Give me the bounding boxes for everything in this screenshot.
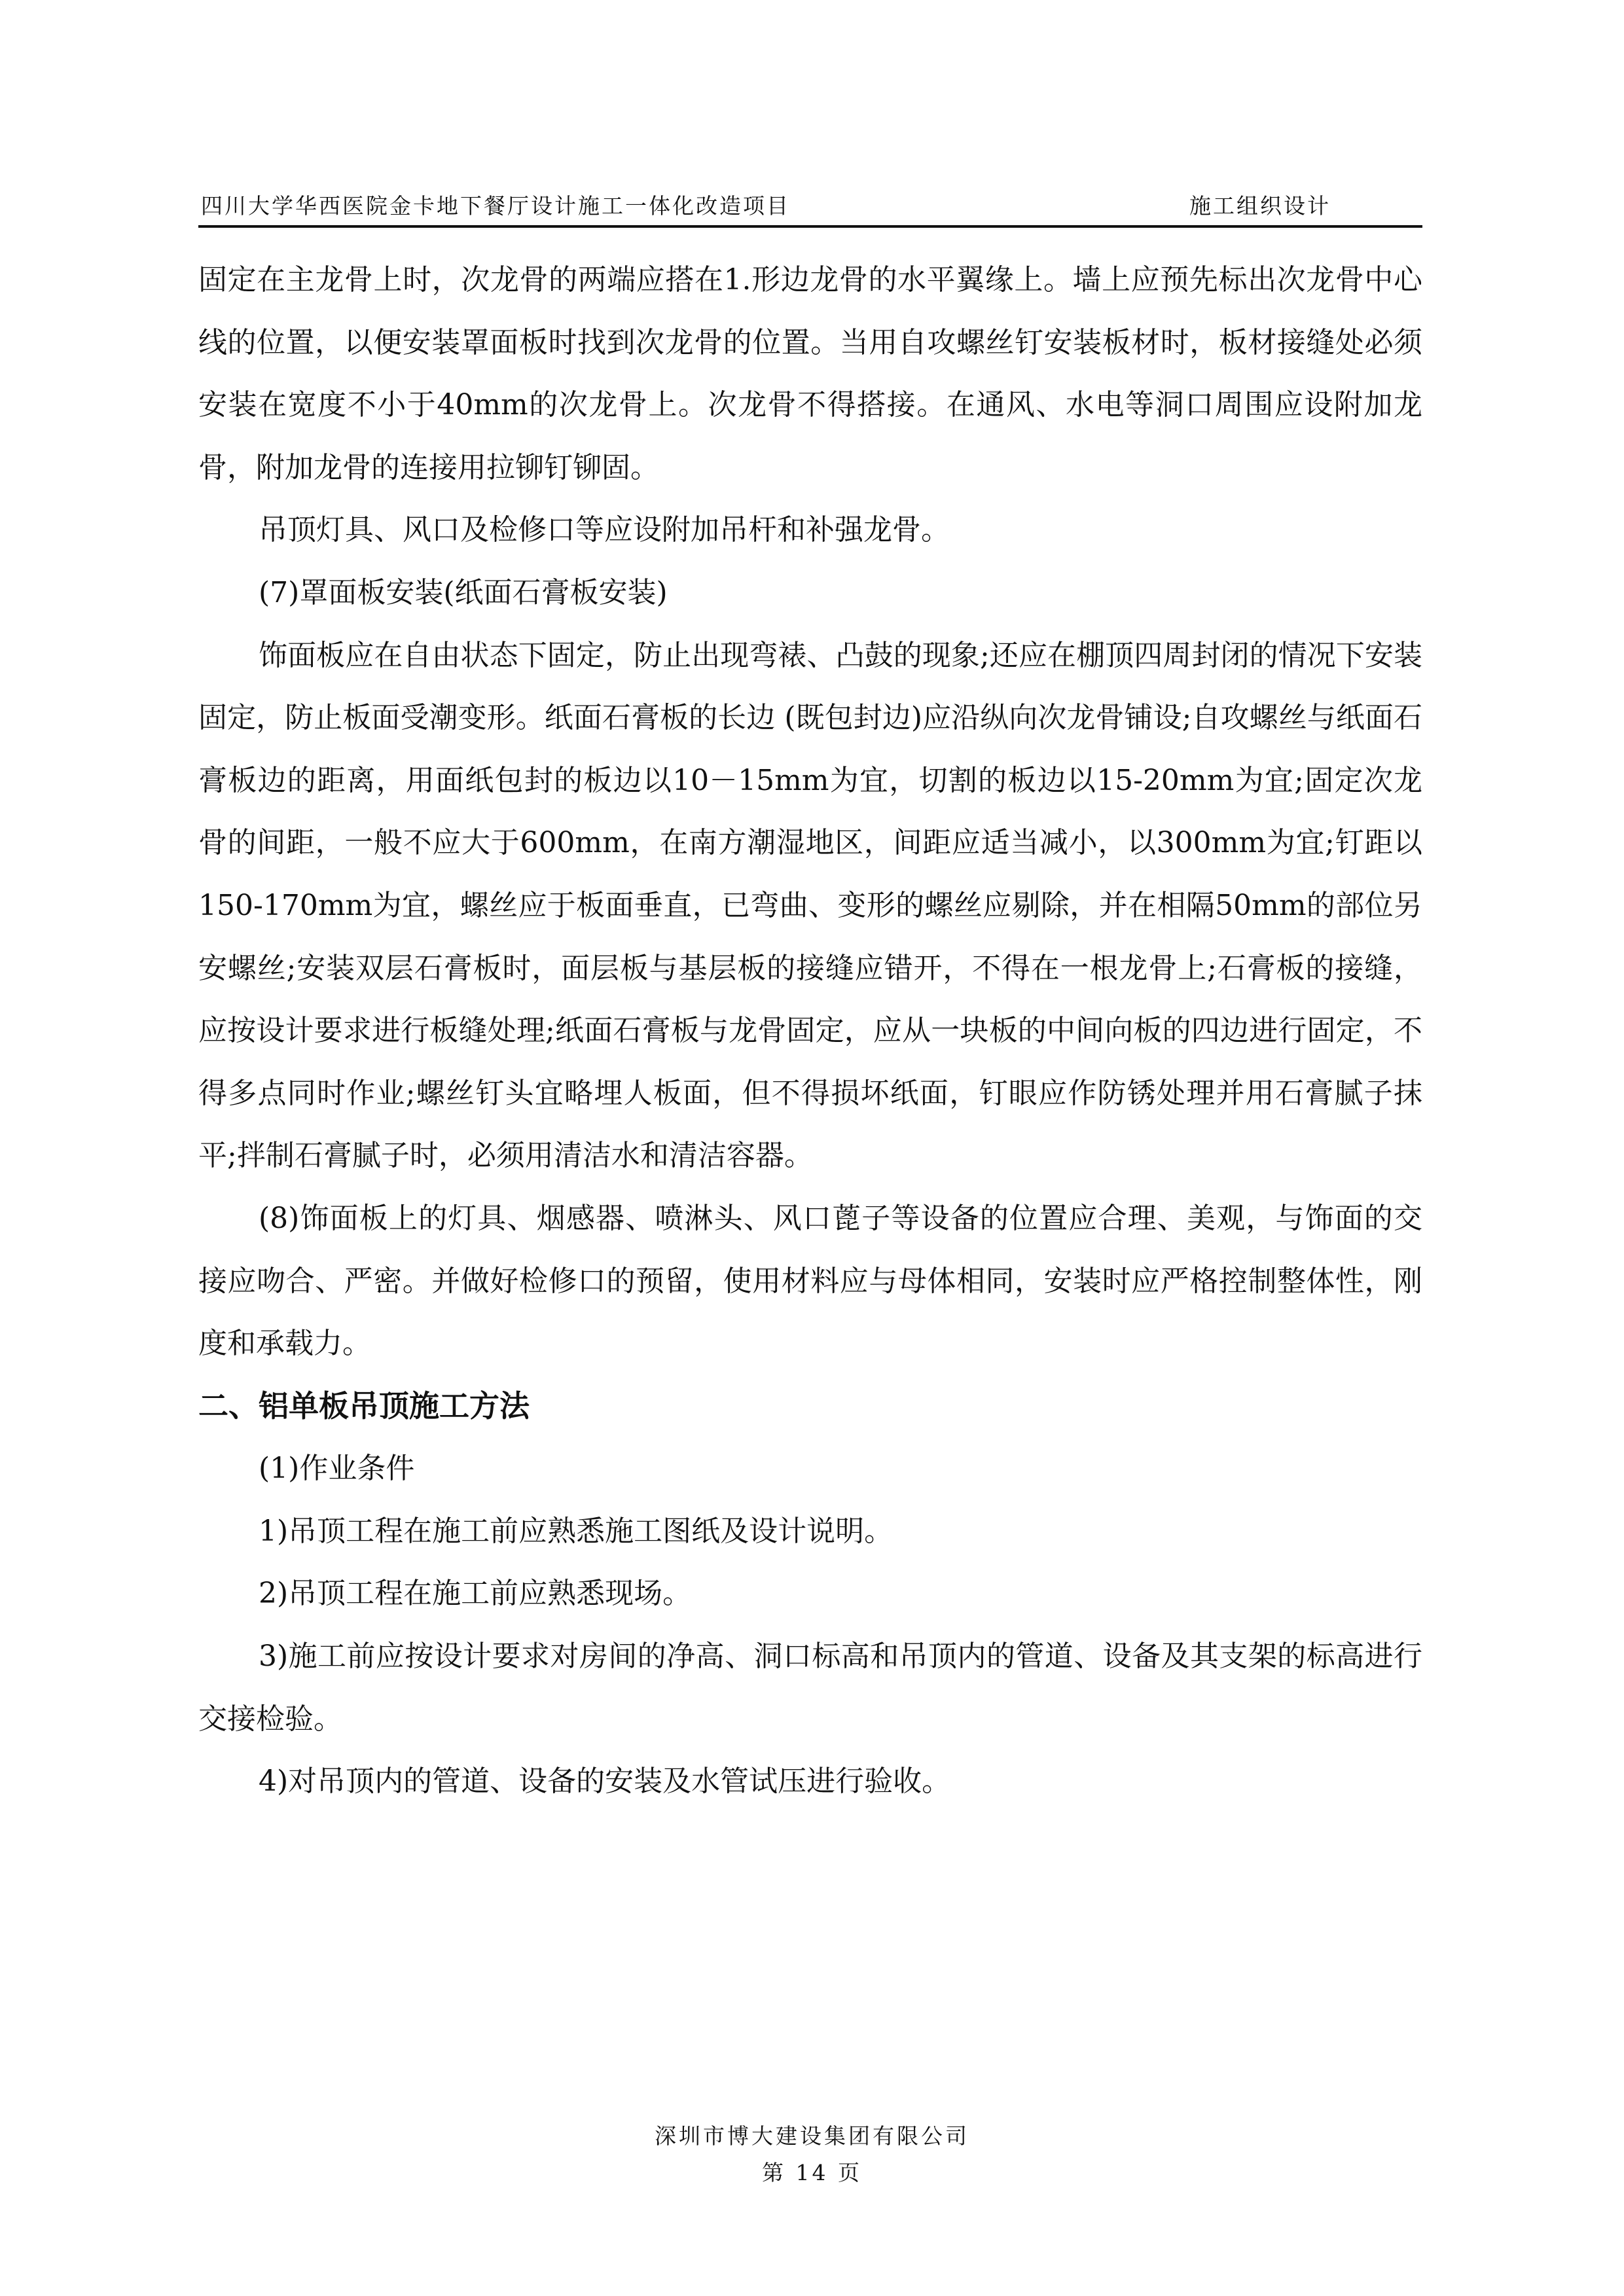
paragraph: 吊顶灯具、风口及检修口等应设附加吊杆和补强龙骨。 [259, 513, 950, 547]
document-body [198, 249, 1422, 1813]
paragraph: 固定在主龙骨上时，次龙骨的两端应搭在1.形边龙骨的水平翼缘上。墙上应预先标出次龙骨中心线的位置，以便安装罩面板时找到次龙骨的位置。当用自攻螺丝钉安装板材时，板材接缝处必须安装在宽度不小于40mm的次龙骨上。次龙骨不得搭接。在通风、水电等洞口周围应设附加龙骨，附加龙骨的连接用拉铆钉铆固。 [198, 263, 1422, 484]
list-item: 2)吊顶工程在施工前应熟悉现场。 [259, 1577, 692, 1611]
paragraph: 饰面板应在自由状态下固定，防止出现弯裱、凸鼓的现象;还应在棚顶四周封闭的情况下安装固定，防止板面受潮变形。纸面石膏板的长边 (既包封边)应沿纵向次龙骨铺设;自攻螺丝与纸面石膏板边的距离，用面纸包封的板边以10－15mm为宜，切割的板边以15-20mm为宜;固定次龙骨的间距，一般不应大于600mm，在南方潮湿地区，间距应适当减小，以300mm为宜;钉距以150-170mm为宜，螺丝应于板面垂直，已弯曲、变形的螺丝应剔除，并在相隔50mm的部位另安螺丝;安装双层石膏板时，面层板与基层板的接缝应错开，不得在一根龙骨上;石膏板的接缝，应按设计要求进行板缝处理;纸面石膏板与龙骨固定，应从一块板的中间向板的四边进行固定，不得多点同时作业;螺丝钉头宜略埋人板面，但不得损坏纸面，钉眼应作防锈处理并用石膏腻子抹平;拌制石膏腻子时，必须用清洁水和清洁容器。 [198, 638, 1422, 1173]
paragraph: (8)饰面板上的灯具、烟感器、喷淋头、风口蓖子等设备的位置应合理、美观，与饰面的交接应吻合、严密。并做好检修口的预留，使用材料应与母体相同，安装时应严格控制整体性，刚度和承载力。 [198, 1201, 1422, 1361]
list-item: 4)对吊顶内的管道、设备的安装及水管试压进行验收。 [259, 1765, 951, 1799]
page-number: 第 14 页 [762, 2160, 862, 2185]
page-header [198, 188, 1422, 228]
subsection-title: (7)罩面板安装(纸面石膏板安装) [259, 575, 668, 609]
header-project-title: 四川大学华西医院金卡地下餐厅设计施工一体化改造项目 [201, 193, 790, 219]
subsection-title: (1)作业条件 [259, 1452, 415, 1486]
list-item: 1)吊顶工程在施工前应熟悉施工图纸及设计说明。 [259, 1514, 893, 1548]
page-footer [0, 2118, 1624, 2191]
header-doc-type: 施工组织设计 [1189, 193, 1331, 219]
list-item: 3)施工前应按设计要求对房间的净高、洞口标高和吊顶内的管道、设备及其支架的标高进行交接检验。 [198, 1640, 1422, 1736]
footer-company: 深圳市博大建设集团有限公司 [655, 2123, 969, 2149]
section-heading: 二、铝单板吊顶施工方法 [198, 1388, 530, 1424]
